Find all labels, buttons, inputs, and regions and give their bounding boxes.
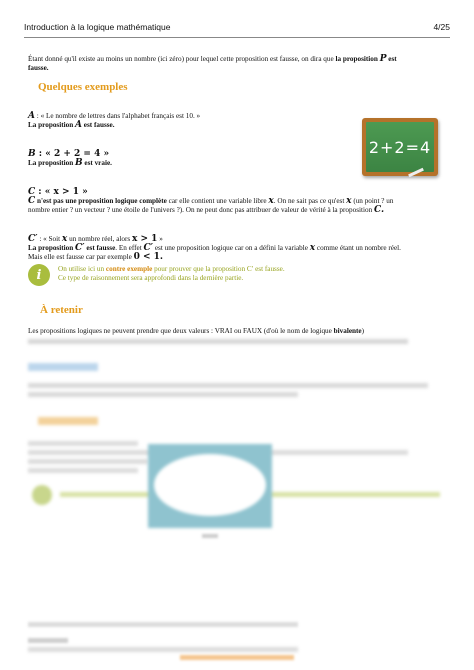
blurred-line — [28, 622, 298, 627]
example-c-prime: C′ : « Soit x un nombre réel, alors x > 1 » La proposition C′ est fausse. En effet C′ est une proposition logique car on a défini la variable x comme étant un nombre réel. Mais elle est fausse car par exemple 0 < 1. — [28, 234, 401, 262]
blurred-line — [28, 441, 138, 446]
blurred-line — [28, 459, 148, 464]
blurred-diagram — [148, 444, 272, 528]
intro-paragraph: Étant donné qu'il existe au moins un nombre (ici zéro) pour lequel cette proposition est fausse, on dira que la proposition P est fausse. — [28, 54, 397, 72]
retenir-heading: À retenir — [40, 304, 83, 316]
info-icon: i — [28, 264, 50, 286]
blurred-line — [28, 647, 298, 652]
blurred-caption — [202, 534, 218, 538]
blurred-heading-orange — [38, 417, 98, 425]
blurred-line — [28, 339, 408, 344]
chalk-icon — [408, 168, 424, 177]
blurred-info-icon — [32, 485, 52, 505]
info-tip — [28, 264, 285, 286]
tip-text: On utilise ici un contre exemple pour prouver que la proposition C′ est fausse. Ce type de raisonnement sera approfondi dans la dernière partie. — [58, 265, 285, 282]
example-a: A : « Le nombre de lettres dans l'alphabet français est 10. » La proposition A est fausse. — [28, 111, 201, 130]
blurred-heading-blue — [28, 363, 98, 371]
page-number: 4/25 — [433, 22, 450, 32]
example-c: C : « x > 1 » C n'est pas une proposition logique complète car elle contient une variable libre x. On ne sait pas ce qu'est x (un point ? un nombre entier ? un vecteur ? une étoile de l'univers ?). On ne peut donc pas attribuer de valeur de vérité à la proposition C. — [28, 187, 394, 215]
blurred-footer-link — [180, 655, 294, 660]
retenir-paragraph: Les propositions logiques ne peuvent prendre que deux valeurs : VRAI ou FAUX (d'où le nom de logique bivalente) — [28, 327, 365, 335]
diagram-ellipse — [154, 454, 266, 516]
blurred-line — [28, 638, 68, 643]
chalkboard-surface — [366, 122, 434, 172]
chalkboard-text: 2+2=4 — [368, 137, 432, 157]
blurred-line — [28, 468, 138, 473]
blurred-line — [28, 392, 298, 397]
blurred-line — [28, 383, 428, 388]
page-header — [24, 22, 450, 38]
chalkboard-image — [362, 118, 438, 176]
examples-heading: Quelques exemples — [38, 81, 128, 93]
document-title: Introduction à la logique mathématique — [24, 22, 171, 32]
example-b: B : « 2 + 2 = 4 » La proposition B est vraie. — [28, 149, 112, 168]
